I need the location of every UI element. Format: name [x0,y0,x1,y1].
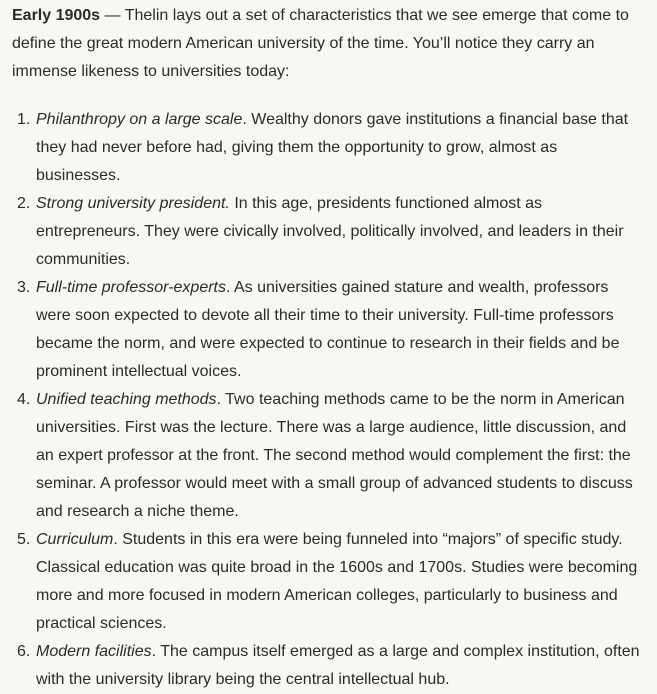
list-item-body: In this age, presidents functioned almost as entrepreneurs. They were civically involved, politically involved, and leaders in their communities. [36,195,624,268]
list-item [17,638,645,694]
characteristics-list [12,106,645,694]
intro-separator: — [100,7,125,24]
list-item [17,386,645,526]
intro-text: Thelin lays out a set of characteristics that we see emerge that come to define the great modern American university of the time. You’ll notice they carry an immense likeness to universities today: [12,7,629,80]
list-item-body: . As universities gained stature and wealth, professors were soon expected to devote all their time to their university. Full-time professors became the norm, and were expected to continue to research in their fields and be prominent intellectual voices. [36,279,620,380]
list-item-title: Modern facilities [36,643,152,660]
list-item-number: 1. [17,111,31,128]
list-item-body: . The campus itself emerged as a large and complex institution, often with the university library being the central intellectual hub. [36,643,640,688]
list-item-number: 4. [17,391,31,408]
list-item-number: 6. [17,643,31,660]
list-item-number: 5. [17,531,31,548]
intro-paragraph [12,2,645,86]
list-item [17,526,645,638]
list-item [17,106,645,190]
list-item-title: Strong university president. [36,195,230,212]
list-item [17,190,645,274]
list-item-title: Philanthropy on a large scale [36,111,243,128]
list-item-body: . Wealthy donors gave institutions a financial base that they had never before had, giving them the opportunity to grow, almost as businesses. [36,111,629,184]
list-item-title: Full-time professor-experts [36,279,226,296]
list-item-body: . Two teaching methods came to be the norm in American universities. First was the lecture. There was a large audience, little discussion, and an expert professor at the front. The second method would complement the first: the seminar. A professor would meet with a small group of advanced students to discuss and research a niche theme. [36,391,633,520]
list-item [17,274,645,386]
list-item-number: 2. [17,195,31,212]
list-item-body: . Students in this era were being funneled into “majors” of specific study. Classical education was quite broad in the 1600s and 1700s. Studies were becoming more and more focused in modern American colleges, particularly to business and practical sciences. [36,531,638,632]
list-item-title: Curriculum [36,531,114,548]
list-item-number: 3. [17,279,31,296]
list-item-title: Unified teaching methods [36,391,217,408]
intro-lead: Early 1900s [12,7,101,24]
